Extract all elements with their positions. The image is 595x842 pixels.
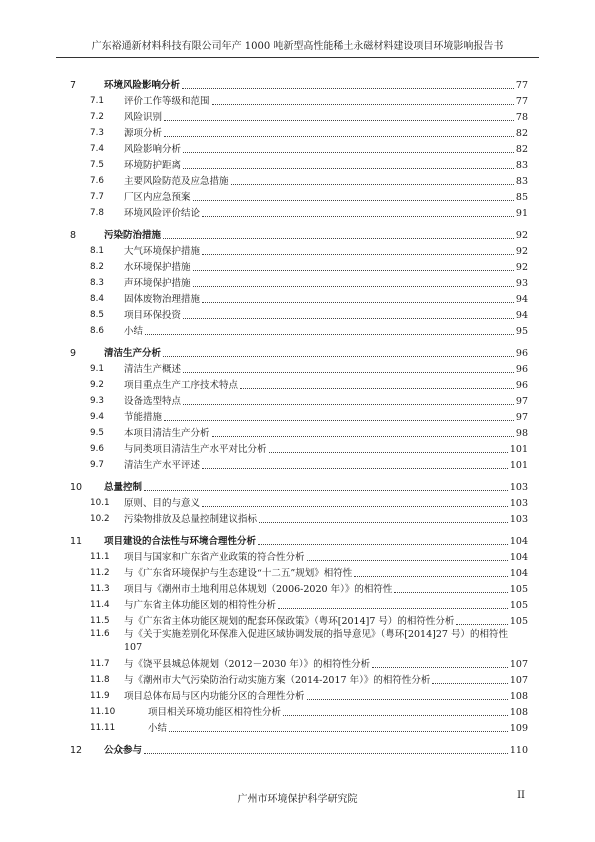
toc-entry-title: 小结 <box>124 326 144 337</box>
toc-entry-title: 公众参与 <box>104 745 143 756</box>
toc-dot-leader <box>231 184 514 185</box>
toc-entry-title: 项目环保投资 <box>124 310 182 321</box>
toc-dot-leader <box>202 302 514 303</box>
toc-entry-title: 固体废物治理措施 <box>124 294 201 305</box>
toc-entry-number: 9.1 <box>90 364 104 374</box>
toc-entry-number: 8 <box>70 230 77 241</box>
toc-dot-leader <box>258 544 508 545</box>
toc-section-entry[interactable] <box>70 140 528 156</box>
toc-entry-title: 设备选型特点 <box>124 396 182 407</box>
toc-entry-page: 107 <box>124 642 143 653</box>
toc-entry-page: 93 <box>515 278 528 289</box>
toc-entry-number: 9.4 <box>90 412 104 422</box>
toc-entry-title: 总量控制 <box>104 482 143 493</box>
toc-dot-leader <box>164 420 514 421</box>
toc-dot-leader <box>169 731 508 732</box>
toc-dot-leader <box>372 667 508 668</box>
toc-section-entry[interactable] <box>70 494 528 510</box>
toc-section-entry[interactable] <box>70 108 528 124</box>
toc-entry-page: 97 <box>515 396 528 407</box>
toc-dot-leader <box>144 490 508 491</box>
toc-entry-title: 项目与国家和广东省产业政策的符合性分析 <box>124 552 305 563</box>
toc-entry-page: 92 <box>515 262 528 273</box>
toc-entry-title: 环境防护距离 <box>124 160 182 171</box>
toc-dot-leader <box>144 753 508 754</box>
toc-entry-number: 10.1 <box>90 498 110 508</box>
toc-section-entry[interactable] <box>70 671 528 687</box>
toc-entry-page: 82 <box>515 128 528 139</box>
toc-section-entry[interactable] <box>70 703 528 719</box>
toc-dot-leader <box>278 608 508 609</box>
toc-section-entry[interactable] <box>70 204 528 220</box>
toc-entry-title: 清洁生产水平评述 <box>124 460 201 471</box>
toc-entry-page: 98 <box>515 428 528 439</box>
toc-section-entry[interactable] <box>70 612 528 628</box>
toc-entry-number: 8.4 <box>90 294 104 304</box>
toc-entry-title: 与《广东省主体功能区规划的配套环保政策》（粤环[2014]7 号）的相符性分析 <box>124 616 455 627</box>
toc-entry-title: 声环境保护措施 <box>124 278 191 289</box>
toc-entry-number: 9.2 <box>90 380 104 390</box>
toc-entry-page: 104 <box>509 568 528 579</box>
toc-entry-title: 项目与《潮州市土地利用总体规划（2006-2020 年）》的相符性 <box>124 584 393 595</box>
toc-section-entry[interactable] <box>70 392 528 408</box>
toc-entry-title: 项目重点生产工序技术特点 <box>124 380 239 391</box>
toc-entry-page: 105 <box>509 584 528 595</box>
toc-entry-page: 101 <box>509 460 528 471</box>
toc-entry-page: 96 <box>515 364 528 375</box>
toc-section-entry[interactable] <box>70 424 528 440</box>
toc-entry-title: 水环境保护措施 <box>124 262 191 273</box>
toc-entry-title: 原则、目的与意义 <box>124 498 201 509</box>
toc-entry-page: 103 <box>509 514 528 525</box>
toc-entry-number: 12 <box>70 745 83 756</box>
toc-dot-leader <box>456 624 507 625</box>
toc-entry-title: 项目建设的合法性与环境合理性分析 <box>104 536 257 547</box>
toc-entry-number: 7.7 <box>90 192 104 202</box>
toc-section-entry[interactable] <box>70 719 528 735</box>
toc-entry-page: 78 <box>515 112 528 123</box>
toc-entry-number: 11.10 <box>90 707 116 717</box>
page-footer <box>56 790 539 805</box>
toc-entry-page: 103 <box>509 482 528 493</box>
toc-entry-number: 9.3 <box>90 396 104 406</box>
toc-entry-title: 本项目清洁生产分析 <box>124 428 210 439</box>
table-of-contents <box>70 70 528 757</box>
toc-dot-leader <box>182 88 514 89</box>
toc-entry-number: 11.11 <box>90 723 116 733</box>
toc-entry-number: 11.3 <box>90 584 110 594</box>
toc-entry-number: 11.5 <box>90 616 110 626</box>
footer-org: 广州市环境保护科学研究院 <box>237 794 358 805</box>
toc-section-entry[interactable] <box>70 274 528 290</box>
toc-entry-page: 83 <box>515 160 528 171</box>
toc-dot-leader <box>183 404 514 405</box>
toc-chapter-entry[interactable] <box>70 76 528 92</box>
toc-dot-leader <box>145 334 514 335</box>
toc-entry-title: 与《饶平县城总体规划（2012－2030 年）》的相符性分析 <box>124 659 371 670</box>
toc-entry-number: 7.4 <box>90 144 104 154</box>
toc-entry-title: 源项分析 <box>124 128 163 139</box>
toc-dot-leader <box>193 286 514 287</box>
toc-entry-page: 103 <box>509 498 528 509</box>
toc-entry-number: 11.9 <box>90 691 110 701</box>
toc-section-entry[interactable] <box>70 408 528 424</box>
toc-entry-number: 9.5 <box>90 428 104 438</box>
toc-entry-number: 7.3 <box>90 128 104 138</box>
toc-dot-leader <box>212 436 514 437</box>
toc-entry-page: 95 <box>515 326 528 337</box>
toc-entry-number: 11.6 <box>90 629 110 639</box>
toc-entry-page: 108 <box>509 707 528 718</box>
toc-entry-number: 11.8 <box>90 675 110 685</box>
toc-entry-page: 97 <box>515 412 528 423</box>
toc-entry-title: 与《广东省环境保护与生态建设“十二五”规划》相符性 <box>124 568 353 579</box>
toc-entry-page: 82 <box>515 144 528 155</box>
toc-dot-leader <box>163 356 514 357</box>
toc-dot-leader <box>202 468 508 469</box>
toc-entry-title: 与《关于实施差别化环保准入促进区域协调发展的指导意见》（粤环[2014]27 号）的相符性 <box>124 629 508 640</box>
toc-section-entry[interactable] <box>70 124 528 140</box>
running-header <box>56 40 539 58</box>
toc-dot-leader <box>240 388 514 389</box>
toc-entry-title: 评价工作等级和范围 <box>124 96 210 107</box>
toc-entry-title: 环境风险评价结论 <box>124 208 201 219</box>
toc-entry-number: 8.2 <box>90 262 104 272</box>
toc-section-entry[interactable] <box>70 290 528 306</box>
toc-section-entry[interactable] <box>70 242 528 258</box>
toc-entry-number: 7.5 <box>90 160 104 170</box>
toc-entry-number: 7.6 <box>90 176 104 186</box>
toc-entry-number: 11.1 <box>90 552 110 562</box>
toc-entry-number: 7.8 <box>90 208 104 218</box>
toc-section-entry[interactable] <box>70 687 528 703</box>
toc-dot-leader <box>202 254 514 255</box>
toc-entry-number: 8.6 <box>90 326 104 336</box>
toc-entry-page: 94 <box>515 294 528 305</box>
toc-entry-number: 11.2 <box>90 568 110 578</box>
toc-entry-title: 主要风险防范及应急措施 <box>124 176 229 187</box>
toc-entry-number: 11 <box>70 536 83 547</box>
toc-entry-number: 10 <box>70 482 83 493</box>
toc-dot-leader <box>259 522 508 523</box>
toc-entry-title: 与同类项目清洁生产水平对比分析 <box>124 444 267 455</box>
toc-dot-leader <box>202 216 514 217</box>
toc-dot-leader <box>164 120 514 121</box>
toc-section-entry[interactable] <box>70 596 528 612</box>
toc-entry-page: 92 <box>515 246 528 257</box>
toc-entry-number: 7.2 <box>90 112 104 122</box>
toc-chapter-entry[interactable] <box>70 344 528 360</box>
toc-dot-leader <box>164 136 514 137</box>
toc-section-entry[interactable] <box>70 258 528 274</box>
toc-entry-title: 项目总体布局与区内功能分区的合理性分析 <box>124 691 305 702</box>
toc-entry-title: 清洁生产分析 <box>104 348 162 359</box>
toc-entry-title: 小结 <box>148 723 168 734</box>
toc-entry-page: 77 <box>515 80 528 91</box>
toc-entry-title: 清洁生产概述 <box>124 364 182 375</box>
toc-section-entry[interactable] <box>70 188 528 204</box>
toc-entry-number: 8.1 <box>90 246 104 256</box>
toc-dot-leader <box>183 318 514 319</box>
toc-dot-leader <box>183 168 514 169</box>
toc-entry-number: 11.7 <box>90 659 110 669</box>
toc-entry-page: 96 <box>515 380 528 391</box>
toc-section-entry[interactable] <box>70 172 528 188</box>
toc-entry-number: 9.7 <box>90 460 104 470</box>
header-title: 广东裕通新材料科技有限公司年产 1000 吨新型高性能稀土永磁材料建设项目环境影响报告书 <box>91 41 504 52</box>
toc-entry-page: 92 <box>515 230 528 241</box>
toc-chapter-entry[interactable] <box>70 478 528 494</box>
toc-dot-leader <box>183 152 514 153</box>
toc-entry-page: 83 <box>515 176 528 187</box>
toc-entry-title: 与《潮州市大气污染防治行动实施方案（2014-2017 年）》的相符性分析 <box>124 675 431 686</box>
toc-entry-page: 91 <box>515 208 528 219</box>
toc-entry-title: 厂区内应急预案 <box>124 192 191 203</box>
toc-section-entry[interactable] <box>70 322 528 338</box>
toc-dot-leader <box>269 452 508 453</box>
toc-entry-title: 风险影响分析 <box>124 144 182 155</box>
toc-entry-number: 7 <box>70 80 77 91</box>
toc-entry-title: 环境风险影响分析 <box>104 80 181 91</box>
toc-dot-leader <box>163 238 514 239</box>
toc-entry-title: 大气环境保护措施 <box>124 246 201 257</box>
toc-entry-title: 污染防治措施 <box>104 230 162 241</box>
toc-entry-page: 108 <box>509 691 528 702</box>
toc-entry-title: 风险识别 <box>124 112 163 123</box>
toc-section-entry[interactable] <box>70 440 528 456</box>
toc-dot-leader <box>193 270 514 271</box>
toc-dot-leader <box>202 506 508 507</box>
toc-section-entry[interactable] <box>70 564 528 580</box>
toc-entry-number: 7.1 <box>90 96 104 106</box>
page-number: II <box>517 790 525 801</box>
toc-section-entry[interactable] <box>70 306 528 322</box>
toc-section-entry[interactable] <box>70 655 528 671</box>
toc-section-entry[interactable] <box>70 580 528 596</box>
toc-entry-page: 109 <box>509 723 528 734</box>
toc-dot-leader <box>307 560 508 561</box>
toc-dot-leader <box>307 699 508 700</box>
toc-entry-page: 110 <box>509 745 528 756</box>
toc-entry-page: 104 <box>509 552 528 563</box>
toc-entry-number: 8.5 <box>90 310 104 320</box>
toc-entry-page: 105 <box>509 616 528 627</box>
toc-section-entry[interactable] <box>70 628 528 641</box>
toc-entry-number: 9.6 <box>90 444 104 454</box>
toc-entry-page: 96 <box>515 348 528 359</box>
toc-section-entry[interactable] <box>70 510 528 526</box>
toc-entry-page: 77 <box>515 96 528 107</box>
toc-dot-leader <box>354 576 508 577</box>
toc-chapter-entry[interactable] <box>70 532 528 548</box>
toc-dot-leader <box>432 683 508 684</box>
toc-chapter-entry[interactable] <box>70 226 528 242</box>
toc-dot-leader <box>183 372 514 373</box>
toc-entry-page: 101 <box>509 444 528 455</box>
toc-entry-title: 污染物排放及总量控制建议指标 <box>124 514 258 525</box>
toc-entry-number: 8.3 <box>90 278 104 288</box>
toc-entry-number: 11.4 <box>90 600 110 610</box>
toc-entry-number: 9 <box>70 348 77 359</box>
toc-entry-page: 94 <box>515 310 528 321</box>
toc-section-entry[interactable] <box>70 548 528 564</box>
toc-section-entry[interactable] <box>70 456 528 472</box>
toc-entry-page: 85 <box>515 192 528 203</box>
toc-dot-leader <box>283 715 508 716</box>
toc-dot-leader <box>212 104 514 105</box>
toc-entry-title: 项目相关环境功能区相符性分析 <box>148 707 282 718</box>
toc-entry-title: 节能措施 <box>124 412 163 423</box>
toc-entry-number: 10.2 <box>90 514 110 524</box>
toc-section-entry[interactable] <box>70 156 528 172</box>
toc-entry-page: 104 <box>509 536 528 547</box>
toc-section-entry[interactable] <box>70 360 528 376</box>
toc-chapter-entry[interactable] <box>70 741 528 757</box>
toc-entry-page: 105 <box>509 600 528 611</box>
toc-dot-leader <box>193 200 514 201</box>
toc-entry-title: 与广东省主体功能区划的相符性分析 <box>124 600 277 611</box>
toc-section-entry[interactable] <box>70 92 528 108</box>
toc-section-entry[interactable] <box>70 376 528 392</box>
toc-entry-page: 107 <box>509 675 528 686</box>
toc-dot-leader <box>394 592 508 593</box>
toc-entry-page: 107 <box>509 659 528 670</box>
